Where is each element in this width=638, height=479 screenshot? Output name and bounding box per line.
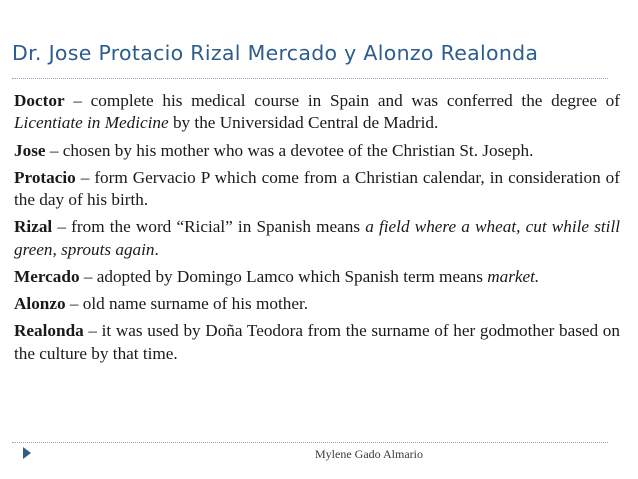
entry-rizal-italic: a field where a wheat, cut while still green, sprouts again [14, 217, 621, 259]
term-mercado: Mercado [14, 267, 80, 287]
footer-divider [12, 442, 608, 443]
slide-body [14, 90, 620, 370]
entry-doctor-italic: Licentiate in Medicine [14, 113, 169, 133]
entry-doctor-text: – complete his medical course in Spain and was conferred the degree of [64, 91, 620, 110]
entry-jose [14, 140, 620, 162]
entry-realonda [14, 320, 620, 365]
term-doctor: Doctor [14, 91, 65, 110]
triangle-bullet-icon [23, 447, 31, 459]
entry-doctor [14, 90, 620, 135]
term-alonzo: Alonzo [14, 294, 66, 314]
entry-doctor-text-end: by the Universidad Central de Madrid. [168, 113, 439, 133]
entry-rizal [14, 216, 620, 261]
entry-alonzo [14, 293, 620, 315]
entry-jose-text: – chosen by his mother who was a devotee of the Christian St. Joseph. [45, 140, 534, 160]
term-realonda: Realonda [14, 321, 84, 341]
title-divider [12, 78, 608, 79]
term-rizal: Rizal [14, 217, 53, 237]
slide-title: Dr. Jose Protacio Rizal Mercado y Alonzo Realonda [12, 41, 539, 65]
entry-protacio [14, 167, 620, 212]
entry-rizal-text-end: . [154, 239, 159, 259]
footer-author: Mylene Gado Almario [315, 447, 423, 461]
entry-protacio-text: – form Gervacio P which come from a Christian calendar, in consideration of the day of his birth. [14, 167, 620, 210]
term-protacio: Protacio [14, 167, 76, 187]
entry-mercado [14, 266, 620, 288]
entry-alonzo-text: – old name surname of his mother. [65, 294, 309, 314]
term-jose: Jose [14, 140, 46, 160]
entry-mercado-text: – adopted by Domingo Lamco which Spanish term means [79, 267, 488, 287]
entry-mercado-italic: market. [487, 267, 540, 287]
entry-realonda-text: – it was used by Doña Teodora from the surname of her godmother based on the culture by that time. [14, 321, 620, 363]
entry-rizal-text: – from the word “Ricial” in Spanish means [52, 217, 366, 237]
